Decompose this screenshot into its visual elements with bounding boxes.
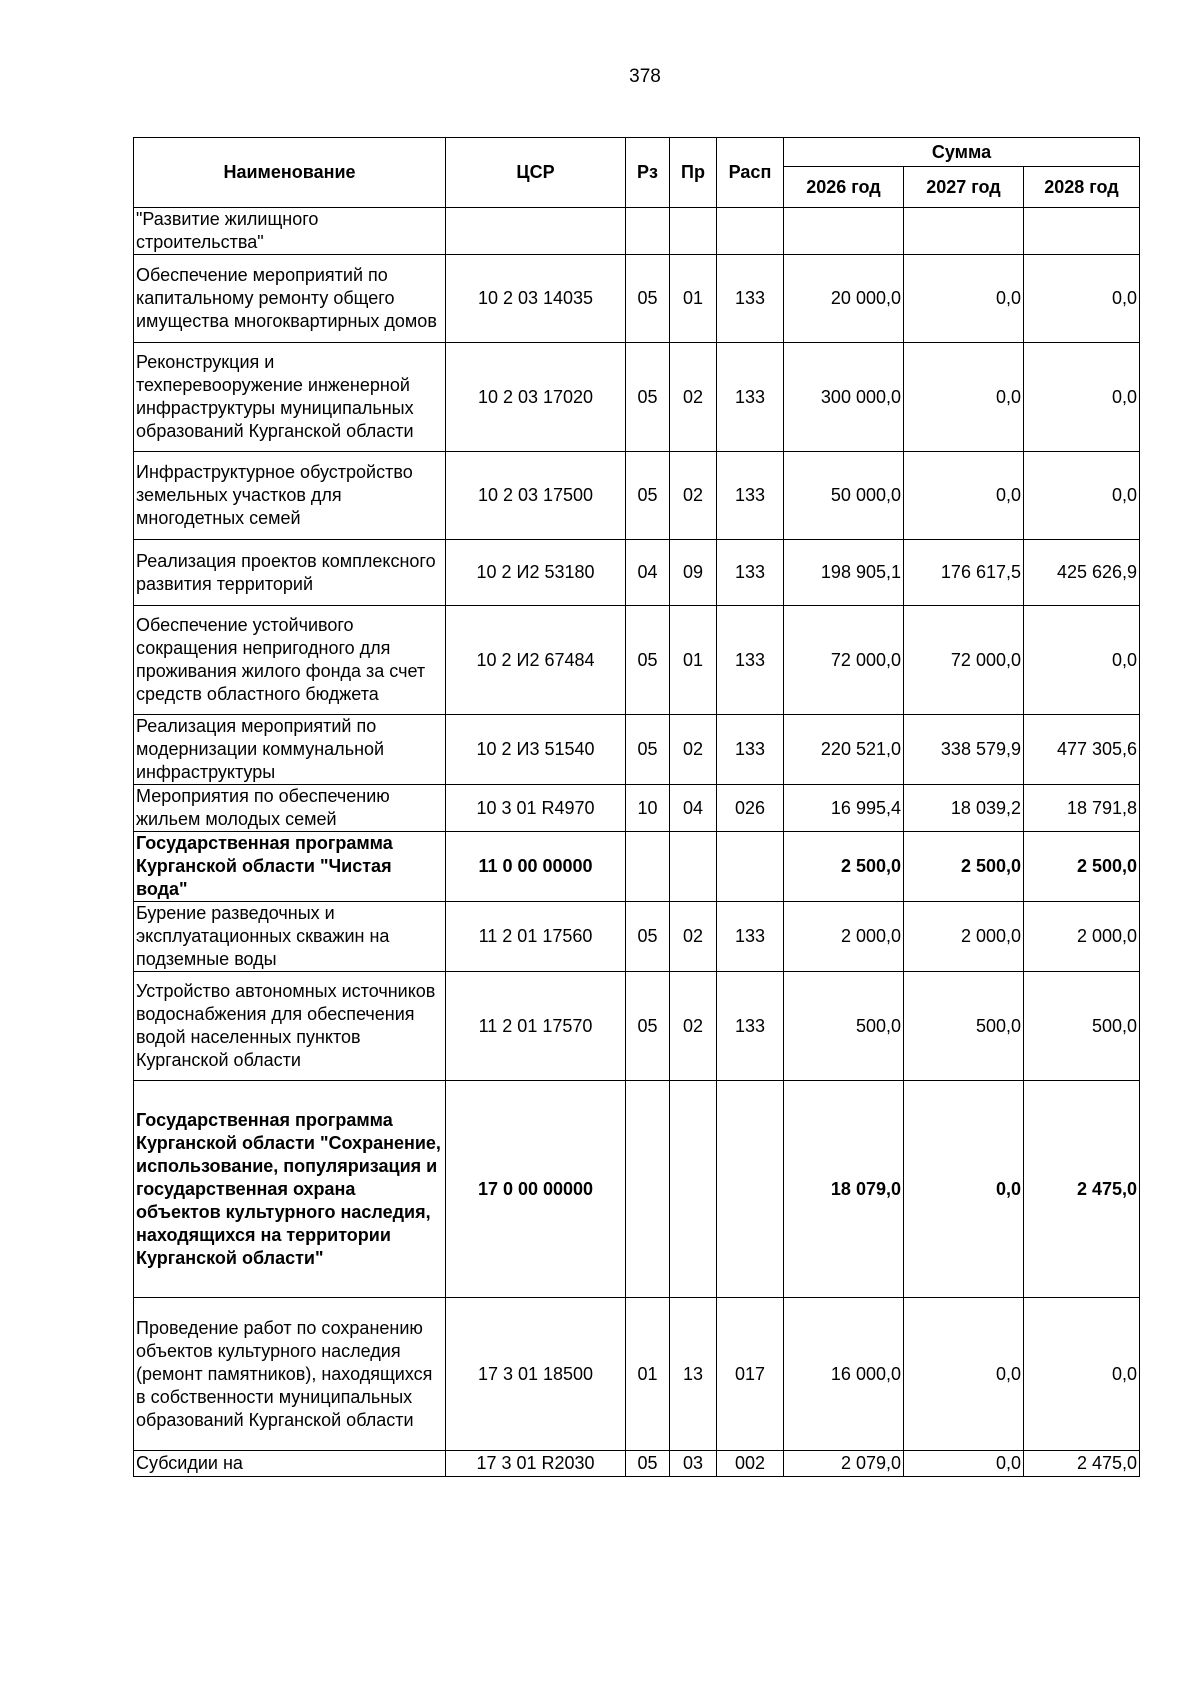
cell-pr: 02 (670, 343, 717, 452)
table-body (134, 208, 1140, 1477)
cell-csr: 10 2 03 17500 (446, 452, 626, 540)
table-row (134, 832, 1140, 902)
cell-rz (626, 208, 670, 255)
cell-2026: 18 079,0 (784, 1081, 904, 1298)
cell-pr: 13 (670, 1298, 717, 1451)
cell-rasp: 133 (717, 902, 784, 972)
cell-rz: 05 (626, 606, 670, 715)
cell-2028: 0,0 (1024, 452, 1140, 540)
cell-2027: 0,0 (904, 1081, 1024, 1298)
cell-2026: 500,0 (784, 972, 904, 1081)
cell-csr: 11 2 01 17560 (446, 902, 626, 972)
cell-csr: 17 3 01 R2030 (446, 1451, 626, 1477)
cell-rz: 04 (626, 540, 670, 606)
cell-rz (626, 832, 670, 902)
cell-pr: 04 (670, 785, 717, 832)
cell-pr (670, 208, 717, 255)
cell-pr: 03 (670, 1451, 717, 1477)
cell-pr (670, 832, 717, 902)
cell-2027: 0,0 (904, 255, 1024, 343)
table-row (134, 902, 1140, 972)
cell-rasp: 133 (717, 255, 784, 343)
table-row (134, 1081, 1140, 1298)
cell-2026: 16 995,4 (784, 785, 904, 832)
header-sum: Сумма (784, 138, 1140, 167)
cell-csr: 10 2 03 14035 (446, 255, 626, 343)
cell-csr: 10 2 И3 51540 (446, 715, 626, 785)
cell-rasp (717, 832, 784, 902)
cell-name: Государственная программа Курганской области "Сохранение, использование, популяризация и государственная охрана объектов культурного наследия, находящихся на территории Курганской области" (134, 1081, 446, 1298)
cell-rz: 05 (626, 255, 670, 343)
cell-rz: 05 (626, 972, 670, 1081)
cell-rasp: 133 (717, 343, 784, 452)
header-csr: ЦСР (446, 138, 626, 208)
cell-pr (670, 1081, 717, 1298)
cell-2026: 20 000,0 (784, 255, 904, 343)
table-row (134, 972, 1140, 1081)
cell-pr: 02 (670, 715, 717, 785)
cell-2026: 220 521,0 (784, 715, 904, 785)
table-row (134, 1451, 1140, 1477)
cell-name: Государственная программа Курганской области "Чистая вода" (134, 832, 446, 902)
cell-2027 (904, 208, 1024, 255)
cell-name: Субсидии на (134, 1451, 446, 1477)
cell-csr: 10 2 И2 67484 (446, 606, 626, 715)
cell-rasp: 133 (717, 540, 784, 606)
cell-name: Реконструкция и техперевооружение инженерной инфраструктуры муниципальных образований Курганской области (134, 343, 446, 452)
cell-name: Бурение разведочных и эксплуатационных скважин на подземные воды (134, 902, 446, 972)
cell-name: Проведение работ по сохранению объектов культурного наследия (ремонт памятников), находящихся в собственности муниципальных образований Курганской области (134, 1298, 446, 1451)
cell-2028: 2 475,0 (1024, 1081, 1140, 1298)
cell-name: Реализация проектов комплексного развития территорий (134, 540, 446, 606)
cell-name: Мероприятия по обеспечению жильем молодых семей (134, 785, 446, 832)
cell-2028: 500,0 (1024, 972, 1140, 1081)
cell-2027: 18 039,2 (904, 785, 1024, 832)
cell-pr: 02 (670, 972, 717, 1081)
header-2027: 2027 год (904, 167, 1024, 208)
cell-rasp: 017 (717, 1298, 784, 1451)
cell-rasp (717, 208, 784, 255)
cell-name: Обеспечение устойчивого сокращения непригодного для проживания жилого фонда за счет средств областного бюджета (134, 606, 446, 715)
budget-table (133, 137, 1140, 1477)
cell-2026: 2 500,0 (784, 832, 904, 902)
cell-pr: 01 (670, 255, 717, 343)
cell-csr: 10 3 01 R4970 (446, 785, 626, 832)
cell-2028: 0,0 (1024, 255, 1140, 343)
cell-2028: 0,0 (1024, 343, 1140, 452)
cell-2028: 425 626,9 (1024, 540, 1140, 606)
cell-rz: 05 (626, 1451, 670, 1477)
cell-rasp: 002 (717, 1451, 784, 1477)
cell-rasp (717, 1081, 784, 1298)
cell-rz (626, 1081, 670, 1298)
table-row (134, 255, 1140, 343)
cell-2027: 2 000,0 (904, 902, 1024, 972)
cell-2026: 2 000,0 (784, 902, 904, 972)
cell-2026: 2 079,0 (784, 1451, 904, 1477)
cell-2028: 2 500,0 (1024, 832, 1140, 902)
cell-csr: 11 2 01 17570 (446, 972, 626, 1081)
cell-csr: 11 0 00 00000 (446, 832, 626, 902)
cell-name: Обеспечение мероприятий по капитальному ремонту общего имущества многоквартирных домов (134, 255, 446, 343)
cell-name: Инфраструктурное обустройство земельных участков для многодетных семей (134, 452, 446, 540)
header-2026: 2026 год (784, 167, 904, 208)
cell-name: Реализация мероприятий по модернизации коммунальной инфраструктуры (134, 715, 446, 785)
cell-2026: 198 905,1 (784, 540, 904, 606)
cell-rz: 10 (626, 785, 670, 832)
cell-csr: 17 0 00 00000 (446, 1081, 626, 1298)
cell-pr: 01 (670, 606, 717, 715)
cell-rasp: 133 (717, 452, 784, 540)
table-row (134, 452, 1140, 540)
cell-pr: 09 (670, 540, 717, 606)
cell-rasp: 133 (717, 606, 784, 715)
cell-2026: 300 000,0 (784, 343, 904, 452)
table-row (134, 606, 1140, 715)
cell-2026: 72 000,0 (784, 606, 904, 715)
table-row (134, 540, 1140, 606)
cell-pr: 02 (670, 902, 717, 972)
header-rasp: Расп (717, 138, 784, 208)
cell-csr: 10 2 И2 53180 (446, 540, 626, 606)
cell-2028: 477 305,6 (1024, 715, 1140, 785)
cell-csr: 17 3 01 18500 (446, 1298, 626, 1451)
cell-2027: 338 579,9 (904, 715, 1024, 785)
cell-2027: 2 500,0 (904, 832, 1024, 902)
cell-2027: 500,0 (904, 972, 1024, 1081)
cell-rasp: 133 (717, 972, 784, 1081)
cell-2027: 0,0 (904, 1298, 1024, 1451)
cell-2026: 16 000,0 (784, 1298, 904, 1451)
cell-2028 (1024, 208, 1140, 255)
table-row (134, 715, 1140, 785)
cell-2027: 72 000,0 (904, 606, 1024, 715)
cell-2027: 0,0 (904, 343, 1024, 452)
cell-2026 (784, 208, 904, 255)
cell-2027: 0,0 (904, 452, 1024, 540)
cell-rasp: 026 (717, 785, 784, 832)
cell-name: Устройство автономных источников водоснабжения для обеспечения водой населенных пунктов Курганской области (134, 972, 446, 1081)
header-pr: Пр (670, 138, 717, 208)
header-name: Наименование (134, 138, 446, 208)
cell-2028: 18 791,8 (1024, 785, 1140, 832)
cell-csr: 10 2 03 17020 (446, 343, 626, 452)
cell-2028: 2 000,0 (1024, 902, 1140, 972)
header-row-top (134, 138, 1140, 167)
cell-rz: 05 (626, 343, 670, 452)
cell-2027: 0,0 (904, 1451, 1024, 1477)
table-row (134, 343, 1140, 452)
table-row (134, 208, 1140, 255)
cell-2028: 2 475,0 (1024, 1451, 1140, 1477)
cell-name: "Развитие жилищного строительства" (134, 208, 446, 255)
page-number: 378 (629, 66, 661, 87)
cell-rz: 01 (626, 1298, 670, 1451)
cell-2028: 0,0 (1024, 1298, 1140, 1451)
cell-2027: 176 617,5 (904, 540, 1024, 606)
cell-rasp: 133 (717, 715, 784, 785)
header-rz: Рз (626, 138, 670, 208)
cell-csr (446, 208, 626, 255)
table-row (134, 785, 1140, 832)
cell-pr: 02 (670, 452, 717, 540)
cell-rz: 05 (626, 902, 670, 972)
cell-rz: 05 (626, 715, 670, 785)
cell-2026: 50 000,0 (784, 452, 904, 540)
cell-2028: 0,0 (1024, 606, 1140, 715)
cell-rz: 05 (626, 452, 670, 540)
header-2028: 2028 год (1024, 167, 1140, 208)
table-row (134, 1298, 1140, 1451)
